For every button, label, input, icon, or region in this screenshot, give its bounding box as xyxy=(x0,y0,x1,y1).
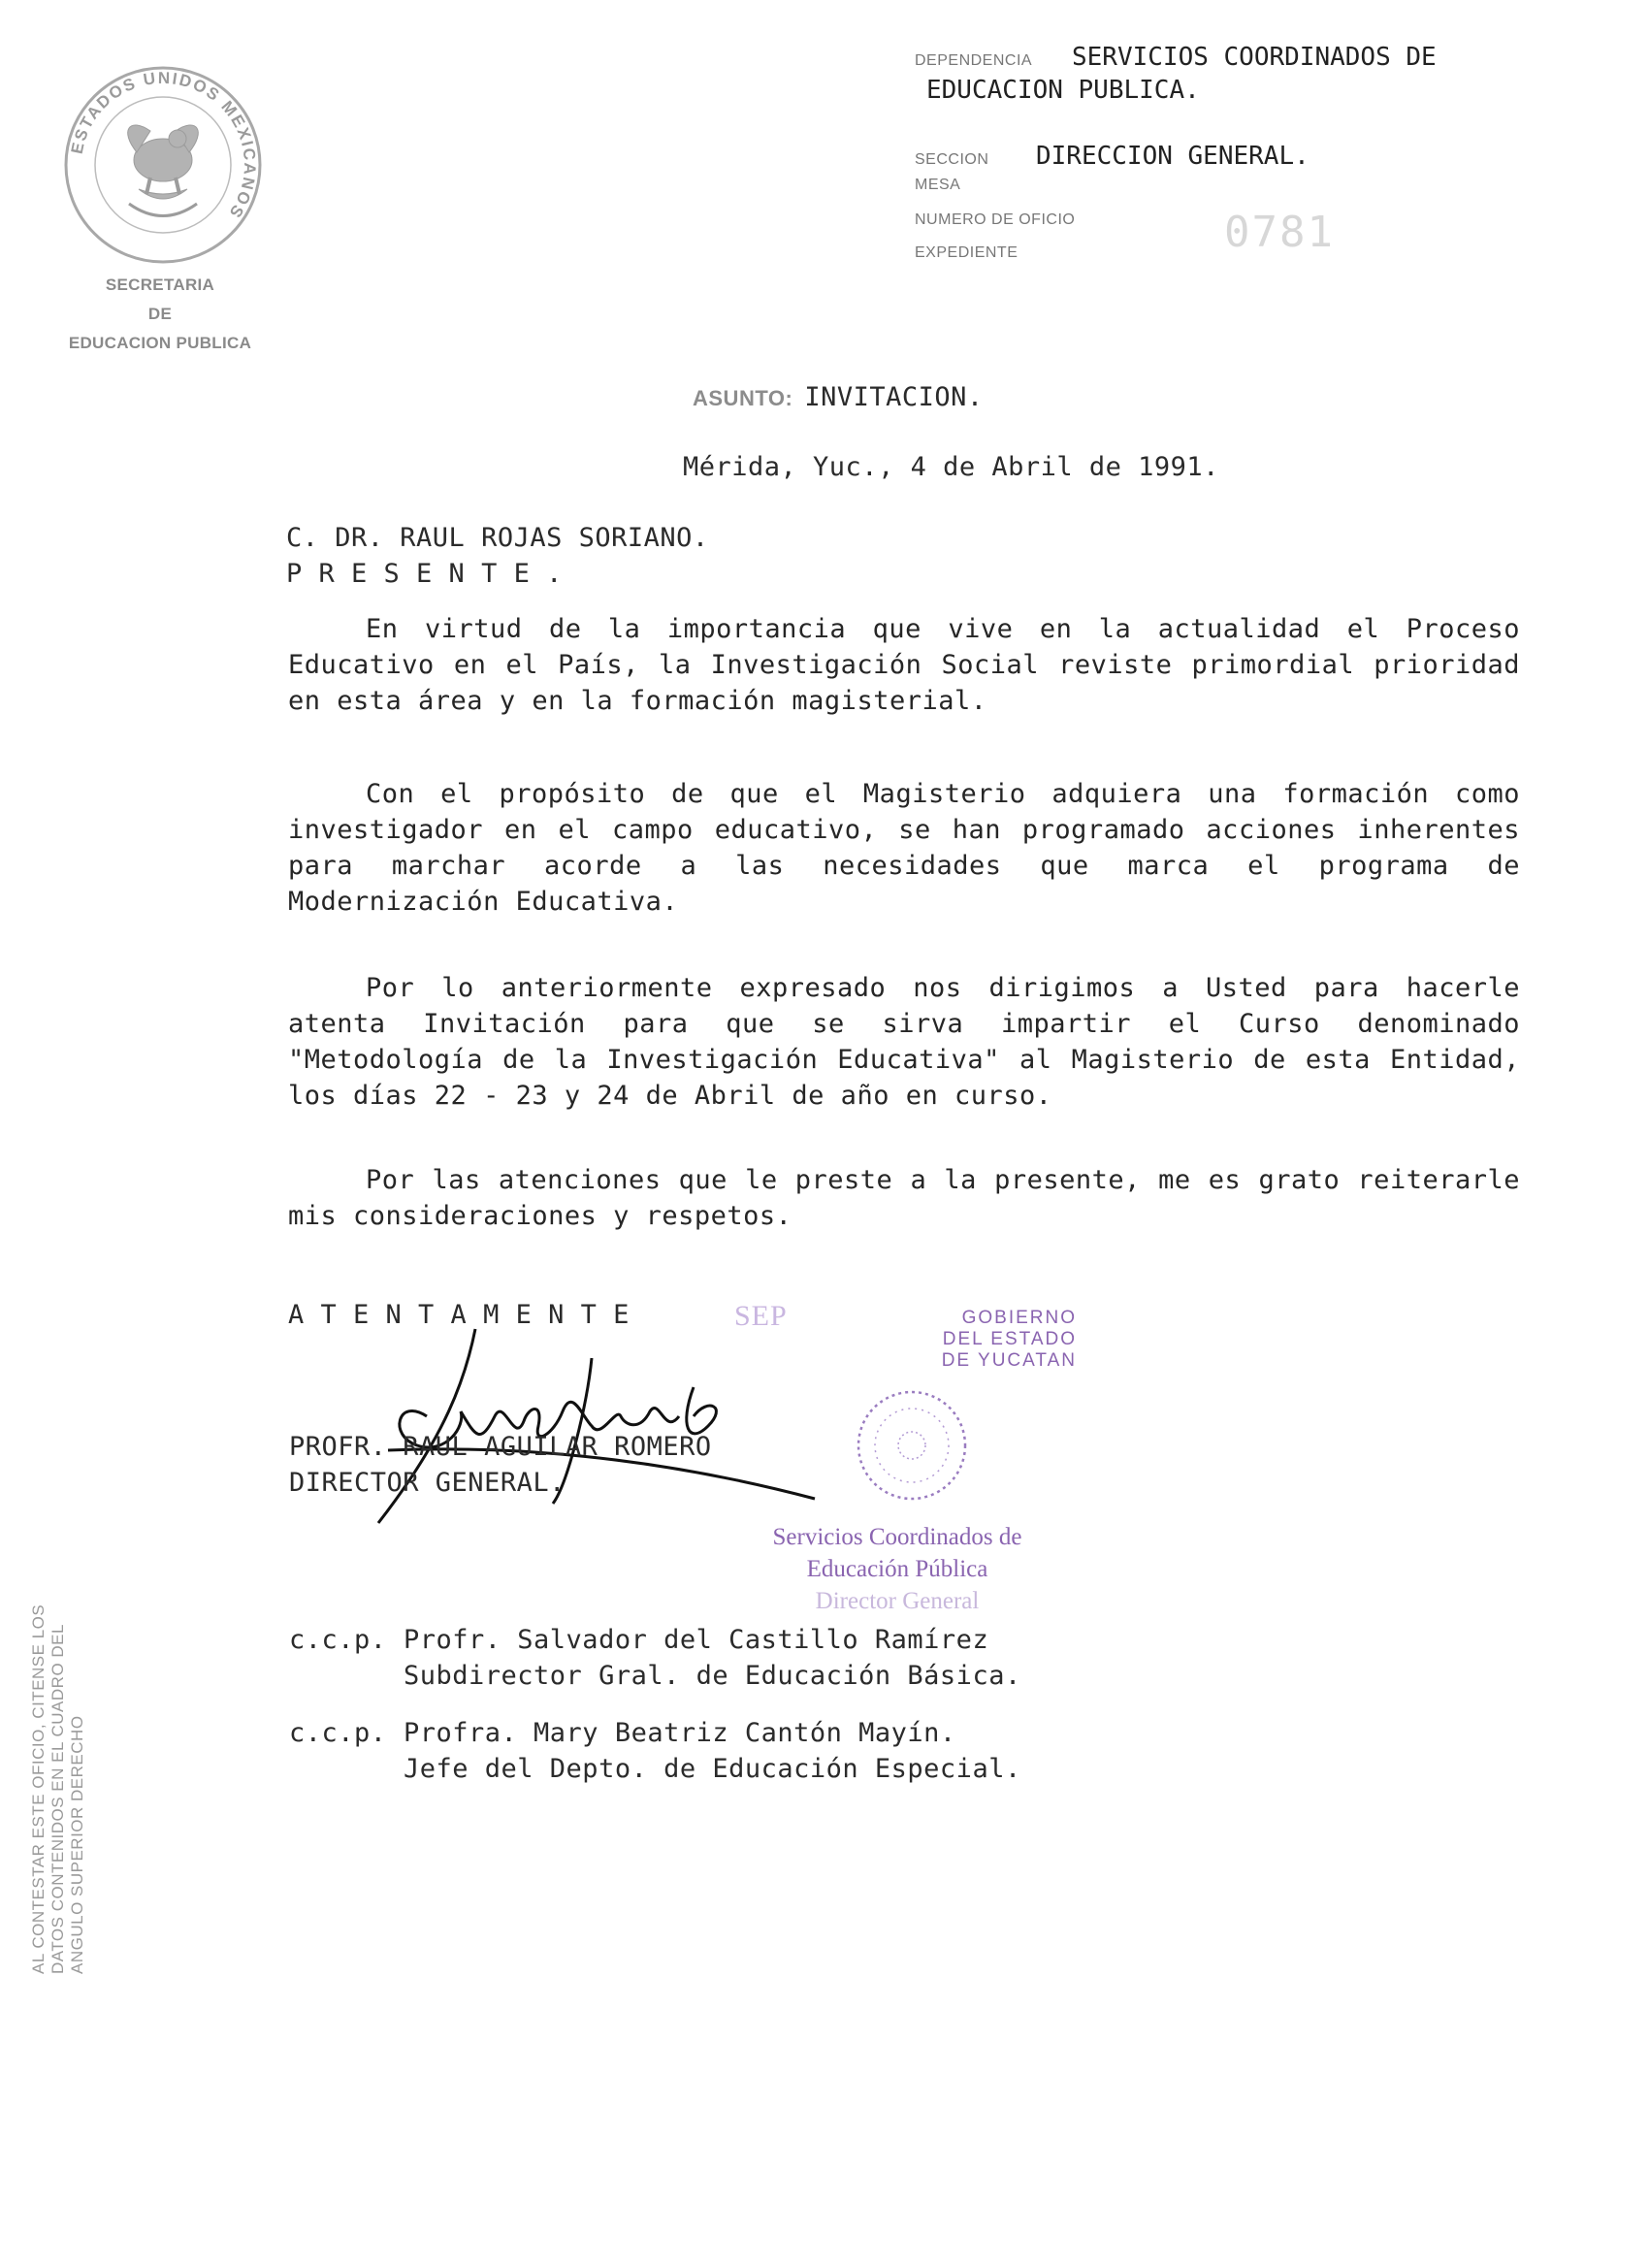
signer-name: PROFR. RAUL AGUILAR ROMERO xyxy=(289,1432,712,1462)
seal-ring-text: ESTADOS UNIDOS MEXICANOS xyxy=(67,68,259,223)
ccp-1-line2: Subdirector Gral. de Educación Básica. xyxy=(404,1661,1021,1691)
servicios-stamp xyxy=(737,1521,1057,1617)
header-seccion xyxy=(915,142,1310,171)
oficio-number: 0781 xyxy=(1224,208,1335,257)
header-dependencia xyxy=(915,43,1437,105)
ccp-2-line1: Profra. Mary Beatriz Cantón Mayín. xyxy=(404,1718,956,1748)
signer-block xyxy=(289,1429,712,1501)
seal-caption-line3: EDUCACION PUBLICA xyxy=(68,334,252,352)
ccp-2-prefix: c.c.p. xyxy=(289,1718,387,1748)
seal-caption-line2: DE xyxy=(147,305,173,323)
round-stamp-icon xyxy=(849,1382,975,1508)
asunto-value: INVITACION. xyxy=(804,382,984,412)
mesa-label: MESA xyxy=(915,177,961,193)
paragraph-1-text: En virtud de la importancia que vive en la actualidad el Proceso Educativo en el País, la Investigación Social reviste primordial prioridad en esta área y en la formación magisterial. xyxy=(288,614,1520,716)
ccp-2-line2: Jefe del Depto. de Educación Especial. xyxy=(404,1754,1021,1784)
recipient-block xyxy=(286,520,709,592)
closing: A T E N T A M E N T E xyxy=(288,1300,630,1330)
sep-stamp: SEP xyxy=(734,1300,788,1332)
paragraph-4-text: Por las atenciones que le preste a la presente, me es grato reiterarle mis consideraciones y respetos. xyxy=(288,1165,1520,1231)
seal-block xyxy=(48,63,272,358)
side-note-line3: ANGULO SUPERIOR DERECHO xyxy=(68,1715,86,1974)
side-note-line2: DATOS CONTENIDOS EN EL CUADRO DEL xyxy=(48,1624,67,1974)
seccion-label: SECCION xyxy=(915,151,989,168)
recipient-name: C. DR. RAUL ROJAS SORIANO. xyxy=(286,523,709,553)
gobierno-line3: DE YUCATAN xyxy=(941,1350,1077,1371)
seccion-value: DIRECCION GENERAL. xyxy=(1036,142,1310,171)
paragraph-2-text: Con el propósito de que el Magisterio adquiera una formación como investigador en el campo educativo, se han programado acciones inherentes para marchar acorde a las necesidades que marca el programa de Modernización Educativa. xyxy=(288,779,1520,917)
servicios-line1: Servicios Coordinados de xyxy=(772,1524,1022,1550)
side-note xyxy=(29,1547,87,1974)
gobierno-stamp xyxy=(912,1308,1077,1372)
signer-title: DIRECTOR GENERAL. xyxy=(289,1468,566,1498)
place-date: Mérida, Yuc., 4 de Abril de 1991. xyxy=(683,452,1219,482)
ccp-1 xyxy=(289,1622,1021,1694)
ccp-1-prefix: c.c.p. xyxy=(289,1625,387,1655)
servicios-line3: Director General xyxy=(815,1588,980,1614)
paragraph-2 xyxy=(288,776,1520,920)
expediente-label: EXPEDIENTE xyxy=(915,244,1018,261)
paragraph-4 xyxy=(288,1162,1520,1234)
paragraph-3 xyxy=(288,970,1520,1114)
ccp-1-line1: Profr. Salvador del Castillo Ramírez xyxy=(404,1625,989,1655)
dependencia-label: DEPENDENCIA xyxy=(915,52,1033,69)
side-note-line1: AL CONTESTAR ESTE OFICIO, CITENSE LOS xyxy=(29,1604,48,1974)
national-seal-icon xyxy=(61,63,265,267)
paragraph-3-text: Por lo anteriormente expresado nos dirigimos a Usted para hacerle atenta Invitación para que se sirva impartir el Curso denominado "Metodología de la Investigación Educativa" al Magisterio de esta Entidad, los días 22 - 23 y 24 de Abril de año en curso. xyxy=(288,973,1520,1111)
dependencia-value-line1: SERVICIOS COORDINADOS DE xyxy=(1072,43,1437,72)
gobierno-line1: GOBIERNO xyxy=(961,1308,1077,1328)
gobierno-line2: DEL ESTADO xyxy=(942,1329,1077,1349)
asunto-label: ASUNTO: xyxy=(693,386,793,410)
servicios-line2: Educación Pública xyxy=(806,1556,988,1582)
dependencia-value-line2: EDUCACION PUBLICA. xyxy=(926,76,1200,105)
asunto-line xyxy=(693,382,984,412)
seal-caption-line1: SECRETARIA xyxy=(105,275,215,294)
recipient-presente: P R E S E N T E . xyxy=(286,559,563,589)
paragraph-1 xyxy=(288,611,1520,719)
ccp-2 xyxy=(289,1715,1021,1787)
oficio-label: NUMERO DE OFICIO xyxy=(915,211,1076,228)
